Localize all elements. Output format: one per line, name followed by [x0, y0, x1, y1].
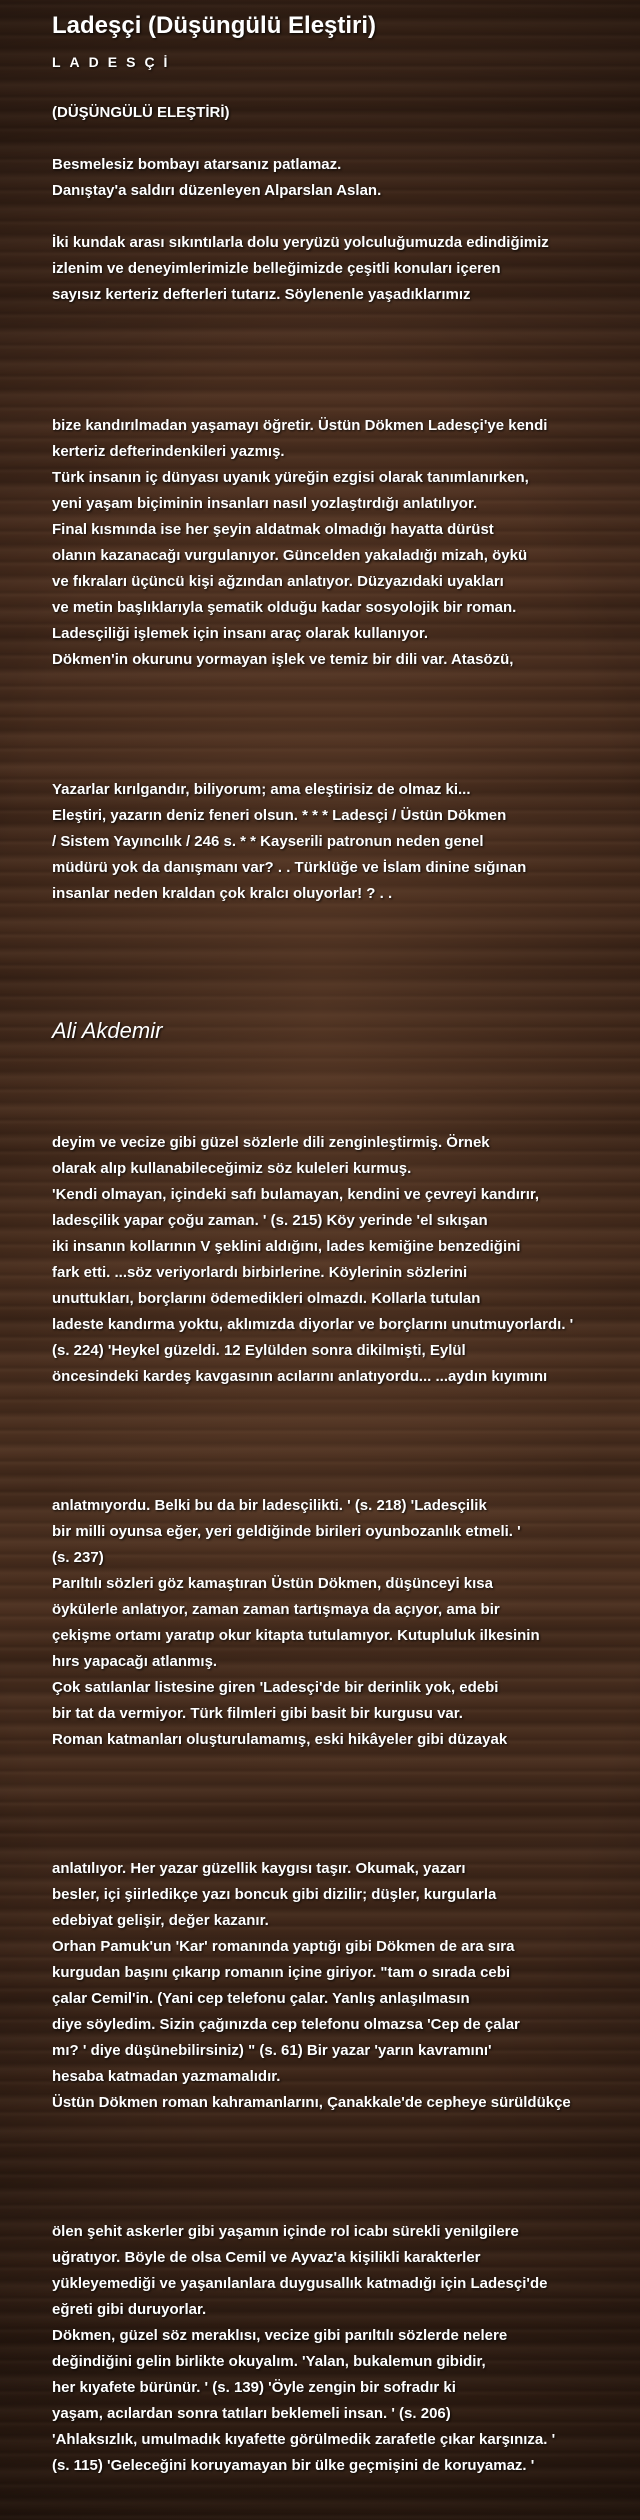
text-line: anlatmıyordu. Belki bu da bir ladesçilikti. ' (s. 218) 'Ladesçilik — [52, 1497, 487, 1514]
text-line: hırs yapacağı atlanmış. — [52, 1653, 218, 1670]
text-line: öykülerle anlatıyor, zaman zaman tartışmaya da açıyor, ama bir — [52, 1601, 500, 1618]
text-line — [52, 126, 632, 152]
text-line: Yazarlar kırılgandır, biliyorum; ama eleştirisiz de olmaz ki... — [52, 781, 471, 798]
text-block-1 — [52, 100, 632, 308]
text-block-2 — [52, 413, 632, 673]
text-line: hesaba katmadan yazmamalıdır. — [52, 2068, 281, 2085]
text-line: 'Kendi olmayan, içindeki safı bulamayan, kendini ve çevreyi kandırır, — [52, 1186, 540, 1203]
text-line: değindiğini gelin birlikte okuyalım. 'Yalan, bukalemun gibidir, — [52, 2353, 486, 2370]
text-line: kerteriz defterindenkileri yazmış. — [52, 443, 285, 460]
text-block-3 — [52, 777, 632, 907]
text-line: her kıyafete bürünür. ' (s. 139) 'Öyle zengin bir sofradır ki — [52, 2379, 456, 2396]
text-line: mı? ' diye düşünebilirsiniz) " (s. 61) Bir yazar 'yarın kavramını' — [52, 2042, 492, 2059]
text-line: öncesindeki kardeş kavgasının acılarını anlatıyordu... ...aydın kıyımını — [52, 1368, 548, 1385]
text-line: İki kundak arası sıkıntılarla dolu yeryüzü yolculuğumuzda edindiğimiz — [52, 234, 549, 251]
text-line: Final kısmında ise her şeyin aldatmak olmadığı hayatta dürüst — [52, 521, 494, 538]
text-line: Roman katmanları oluşturulamamış, eski hikâyeler gibi düzayak — [52, 1731, 508, 1748]
text-line: çalar Cemil'in. (Yani cep telefonu çalar. Yanlış anlaşılmasın — [52, 1990, 470, 2007]
text-line: iki insanın kollarının V şeklini aldığını, lades kemiğine benzediğini — [52, 1238, 521, 1255]
text-line: yükleyemediği ve yaşanılanlara duygusallık katmadığı için Ladesçi'de — [52, 2275, 548, 2292]
text-line: / Sistem Yayıncılık / 246 s. * * Kayserili patronun neden genel — [52, 833, 484, 850]
text-block-7 — [52, 2219, 632, 2479]
text-line: Dökmen'in okurunu yormayan işlek ve temiz bir dili var. Atasözü, — [52, 651, 514, 668]
text-line: Çok satılanlar listesine giren 'Ladesçi'de bir derinlik yok, edebi — [52, 1679, 499, 1696]
text-line: (s. 237) — [52, 1549, 104, 1566]
text-line: bir milli oyunsa eğer, yeri geldiğinde birileri oyunbozanlık etmeli. ' — [52, 1523, 521, 1540]
text-line: Üstün Dökmen roman kahramanlarını, Çanakkale'de cepheye sürüldükçe — [52, 2094, 571, 2111]
text-line: Dökmen, güzel söz meraklısı, vecize gibi parıltılı sözlerde nelere — [52, 2327, 508, 2344]
text-line: (DÜŞÜNGÜLÜ ELEŞTİRİ) — [52, 104, 230, 121]
text-line: Ladesçiliği işlemek için insanı araç olarak kullanıyor. — [52, 625, 429, 642]
text-line: yeni yaşam biçiminin insanları nasıl yozlaştırdığı anlatılıyor. — [52, 495, 478, 512]
text-line: (s. 224) 'Heykel güzeldi. 12 Eylülden sonra dikilmişti, Eylül — [52, 1342, 466, 1359]
page-subtitle: LADESÇİ — [52, 54, 177, 70]
text-line: yaşam, acılardan sonra tatıları beklemeli insan. ' (s. 206) — [52, 2405, 451, 2422]
text-line: besler, içi şiirledikçe yazı boncuk gibi dizilir; düşler, kurgularla — [52, 1886, 497, 1903]
text-line: anlatılıyor. Her yazar güzellik kaygısı taşır. Okumak, yazarı — [52, 1860, 466, 1877]
text-line: kurgudan başını çıkarıp romanın içine giriyor. "tam o sırada cebi — [52, 1964, 511, 1981]
text-block-5 — [52, 1493, 632, 1753]
text-line: deyim ve vecize gibi güzel sözlerle dili zenginleştirmiş. Örnek — [52, 1134, 490, 1151]
text-line: fark etti. ...söz veriyorlardı birbirlerine. Köylerinin sözlerini — [52, 1264, 468, 1281]
text-line: Parıltılı sözleri göz kamaştıran Üstün Dökmen, düşünceyi kısa — [52, 1575, 493, 1592]
text-line: müdürü yok da danışmanı var? . . Türklüğe ve İslam dinine sığınan — [52, 859, 527, 876]
text-line: ve metin başlıklarıyla şematik olduğu kadar sosyolojik bir roman. — [52, 599, 517, 616]
text-line: ladeste kandırma yoktu, aklımızda diyorlar ve borçlarını unutmuyorlardı. ' — [52, 1316, 574, 1333]
text-line: ölen şehit askerler gibi yaşamın içinde rol icabı sürekli yenilgilere — [52, 2223, 519, 2240]
page-title: Ladeşçi (Düşüngülü Eleştiri) — [52, 12, 377, 39]
text-line: bize kandırılmadan yaşamayı öğretir. Üstün Dökmen Ladesçi'ye kendi — [52, 417, 548, 434]
text-line: izlenim ve deneyimlerimizle belleğimizde çeşitli konuları içeren — [52, 260, 501, 277]
text-line: insanlar neden kraldan çok kralcı oluyorlar! ? . . — [52, 885, 393, 902]
text-line — [52, 204, 632, 230]
text-line: Danıştay'a saldırı düzenleyen Alparslan Aslan. — [52, 182, 382, 199]
text-line: sayısız kerteriz defterleri tutarız. Söylenenle yaşadıklarımız — [52, 286, 471, 303]
text-line: ve fıkraları üçüncü kişi ağzından anlatıyor. Düzyazıdaki uyakları — [52, 573, 504, 590]
text-line: diye söyledim. Sizin çağınızda cep telefonu olmazsa 'Cep de çalar — [52, 2016, 520, 2033]
text-line: Orhan Pamuk'un 'Kar' romanında yaptığı gibi Dökmen de ara sıra — [52, 1938, 515, 1955]
text-block-4 — [52, 1130, 632, 1390]
text-line: uğratıyor. Böyle de olsa Cemil ve Ayvaz'a kişilikli karakterler — [52, 2249, 481, 2266]
text-line: 'Ahlaksızlık, umulmadık kıyafette görülmedik zarafetle çıkar karşınıza. ' — [52, 2431, 556, 2448]
text-line: çekişme ortamı yaratıp okur kitapta tutulamıyor. Kutupluluk ilkesinin — [52, 1627, 540, 1644]
text-line: bir tat da vermiyor. Türk filmleri gibi basit bir kurgusu var. — [52, 1705, 463, 1722]
text-line: Eleştiri, yazarın deniz feneri olsun. * * * Ladesçi / Üstün Dökmen — [52, 807, 507, 824]
text-line: edebiyat gelişir, değer kazanır. — [52, 1912, 269, 1929]
text-line: eğreti gibi duruyorlar. — [52, 2301, 207, 2318]
text-line: unuttukları, borçlarını ödemedikleri olmazdı. Kollarla tutulan — [52, 1290, 481, 1307]
text-line: Türk insanın iç dünyası uyanık yüreğin ezgisi olarak tanımlanırken, — [52, 469, 529, 486]
text-block-6 — [52, 1856, 632, 2116]
text-line: olanın kazanacağı vurgulanıyor. Güncelden yakaladığı mizah, öykü — [52, 547, 528, 564]
text-line: (s. 115) 'Geleceğini koruyamayan bir ülke geçmişini de koruyamaz. ' — [52, 2457, 535, 2474]
text-line: Besmelesiz bombayı atarsanız patlamaz. — [52, 156, 342, 173]
text-line: ladesçilik yapar çoğu zaman. ' (s. 215) Köy yerinde 'el sıkışan — [52, 1212, 488, 1229]
author-name: Ali Akdemir — [52, 1018, 163, 1043]
text-line: olarak alıp kullanabileceğimiz söz kuleleri kurmuş. — [52, 1160, 412, 1177]
